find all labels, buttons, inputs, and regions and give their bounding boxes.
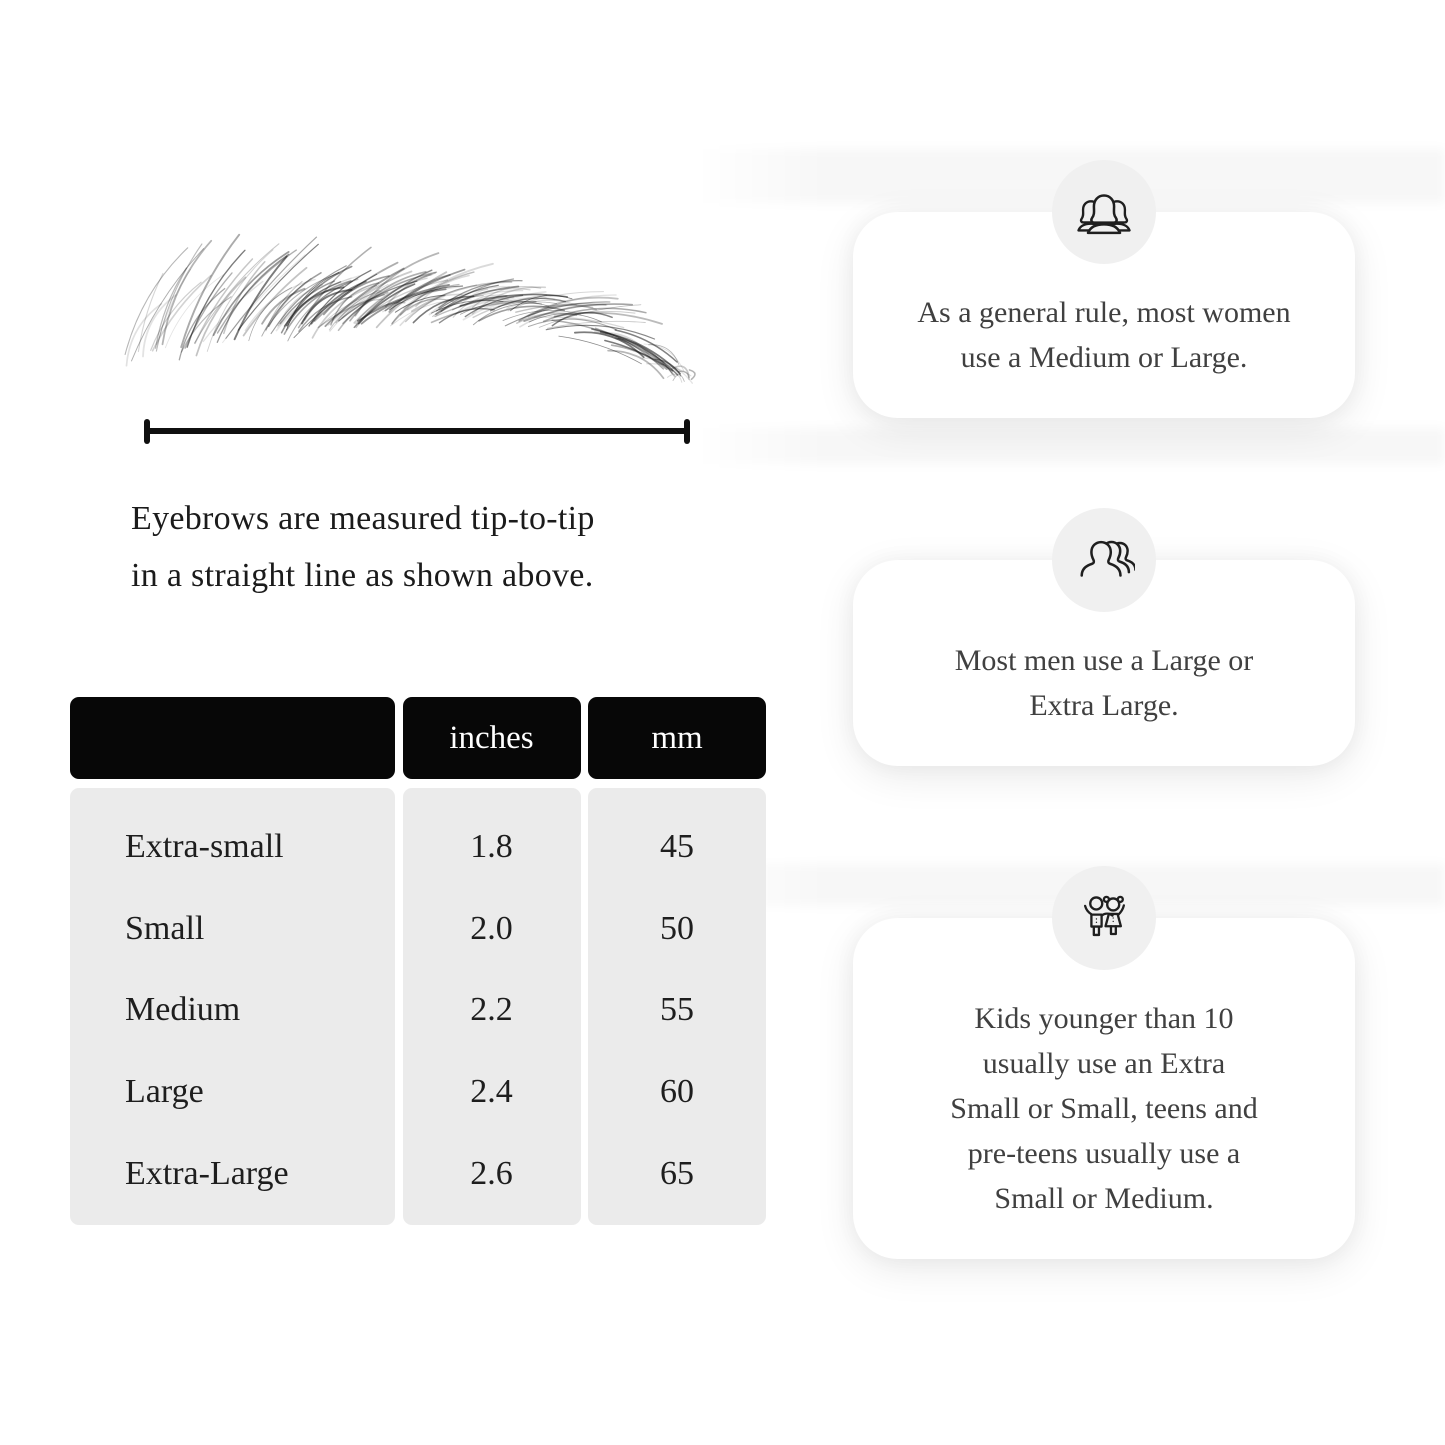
- size-name-cell: Medium: [125, 991, 241, 1029]
- measurement-line: [144, 419, 690, 444]
- caption-line: in a straight line as shown above.: [131, 557, 594, 594]
- mm-cell: 55: [660, 991, 694, 1029]
- size-name-cell: Small: [125, 909, 205, 947]
- kids-recommendation-card: [853, 918, 1355, 1259]
- size-name-column: [70, 788, 395, 1225]
- card-text-line: use a Medium or Large.: [960, 341, 1248, 374]
- size-table-header: [70, 697, 766, 779]
- size-name-cell: Extra-small: [125, 827, 284, 865]
- card-text-line: Kids younger than 10: [974, 1002, 1234, 1035]
- eyebrow-illustration: [115, 230, 700, 405]
- measurement-end-cap: [684, 419, 690, 444]
- size-column-header: [70, 697, 395, 779]
- size-name-cell: Extra-Large: [125, 1155, 289, 1193]
- inches-cell: 2.6: [470, 1155, 513, 1193]
- inches-cell: 2.2: [470, 991, 513, 1029]
- inches-column-header: inches: [403, 697, 581, 779]
- size-table: [70, 697, 766, 1225]
- size-name-cell: Large: [125, 1073, 204, 1111]
- measurement-bar: [146, 428, 688, 434]
- card-text-line: Extra Large.: [1029, 689, 1179, 722]
- card-text-line: As a general rule, most women: [917, 296, 1291, 329]
- mm-cell: 45: [660, 827, 694, 865]
- mm-cell: 50: [660, 909, 694, 947]
- card-text-line: pre-teens usually use a: [967, 1137, 1241, 1170]
- inches-column: [403, 788, 581, 1225]
- mm-cell: 60: [660, 1073, 694, 1111]
- card-text-line: Small or Small, teens and: [950, 1092, 1258, 1125]
- inches-cell: 2.4: [470, 1073, 513, 1111]
- men-group-icon: [1052, 508, 1156, 612]
- men-card-text: [873, 638, 1335, 728]
- men-recommendation-card: [853, 560, 1355, 766]
- measurement-caption: [131, 490, 595, 604]
- inches-cell: 2.0: [470, 909, 513, 947]
- mm-column-header: mm: [588, 697, 766, 779]
- size-table-body: [70, 788, 766, 1225]
- women-group-icon: [1052, 160, 1156, 264]
- background-stripe: [695, 428, 1445, 464]
- kids-icon: [1052, 866, 1156, 970]
- mm-column: [588, 788, 766, 1225]
- card-text-line: Most men use a Large or: [954, 644, 1254, 677]
- card-text-line: usually use an Extra: [982, 1047, 1226, 1080]
- card-text-line: Small or Medium.: [994, 1182, 1214, 1215]
- women-recommendation-card: [853, 212, 1355, 418]
- caption-line: Eyebrows are measured tip-to-tip: [131, 500, 595, 537]
- inches-cell: 1.8: [470, 827, 513, 865]
- women-card-text: [873, 290, 1335, 380]
- kids-card-text: [873, 996, 1335, 1221]
- mm-cell: 65: [660, 1155, 694, 1193]
